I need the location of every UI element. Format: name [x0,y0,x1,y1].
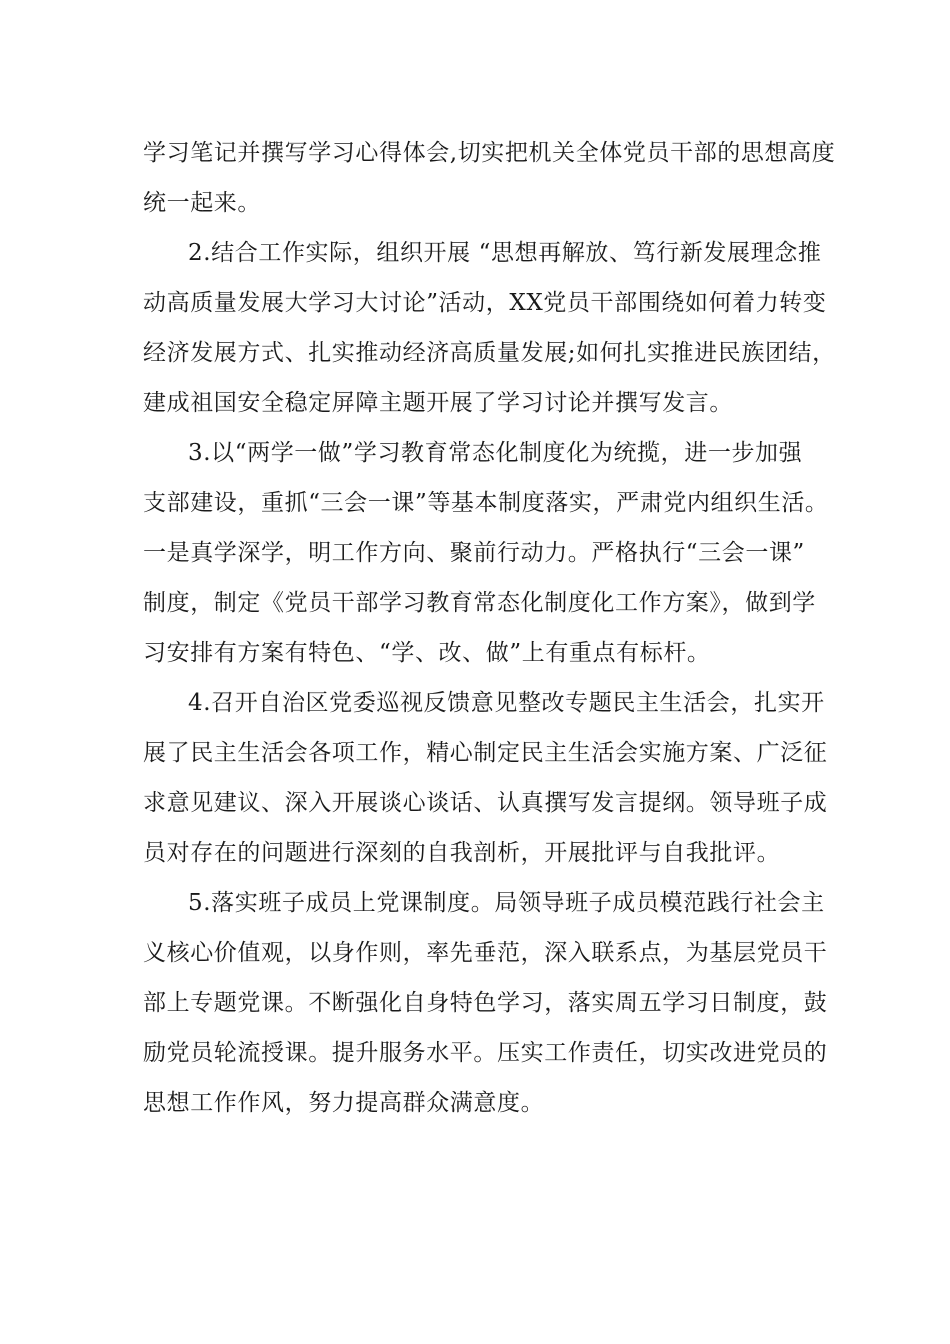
text-line: 励党员轮流授课。提升服务水平。压实工作责任，切实改进党员的 [143,1040,828,1066]
text-line: 习安排有方案有特色、“学、改、做”上有重点有标杆。 [143,640,711,666]
text-line: 建成祖国安全稳定屏障主题开展了学习讨论并撰写发言。 [143,390,733,416]
paragraph-first-line: 3.以“两学一做”学习教育常态化制度化为统揽，进一步加强 [188,440,803,466]
text-line: 一是真学深学，明工作方向、聚前行动力。严格执行“三会一课” [143,540,805,566]
text-line: 统一起来。 [143,190,261,216]
text-line: 学习笔记并撰写学习心得体会,切实把机关全体党员干部的思想高度 [143,140,836,166]
paragraph-first-line: 4.召开自治区党委巡视反馈意见整改专题民主生活会，扎实开 [188,690,825,716]
document-body [143,128,836,1128]
text-line: 部上专题党课。不断强化自身特色学习，落实周五学习日制度，鼓 [143,990,828,1016]
paragraph-first-line: 2.结合工作实际，组织开展 “思想再解放、笃行新发展理念推 [188,240,822,266]
text-line: 制度，制定《党员干部学习教育常态化制度化工作方案》，做到学 [143,590,816,616]
text-line: 支部建设，重抓“三会一课”等基本制度落实，严肃党内组织生活。 [143,490,829,516]
text-line: 展了民主生活会各项工作，精心制定民主生活会实施方案、广泛征 [143,740,828,766]
text-line: 经济发展方式、扎实推动经济高质量发展;如何扎实推进民族团结， [143,340,836,366]
text-line: 动高质量发展大学习大讨论”活动，XX党员干部围绕如何着力转变 [143,290,827,316]
text-line: 求意见建议、深入开展谈心谈话、认真撰写发言提纲。领导班子成 [143,790,828,816]
text-line: 员对存在的问题进行深刻的自我剖析，开展批评与自我批评。 [143,840,781,866]
text-line: 义核心价值观，以身作则，率先垂范，深入联系点，为基层党员干 [143,940,828,966]
text-line: 思想工作作风，努力提高群众满意度。 [143,1090,545,1116]
paragraph-first-line: 5.落实班子成员上党课制度。局领导班子成员模范践行社会主 [188,890,825,916]
